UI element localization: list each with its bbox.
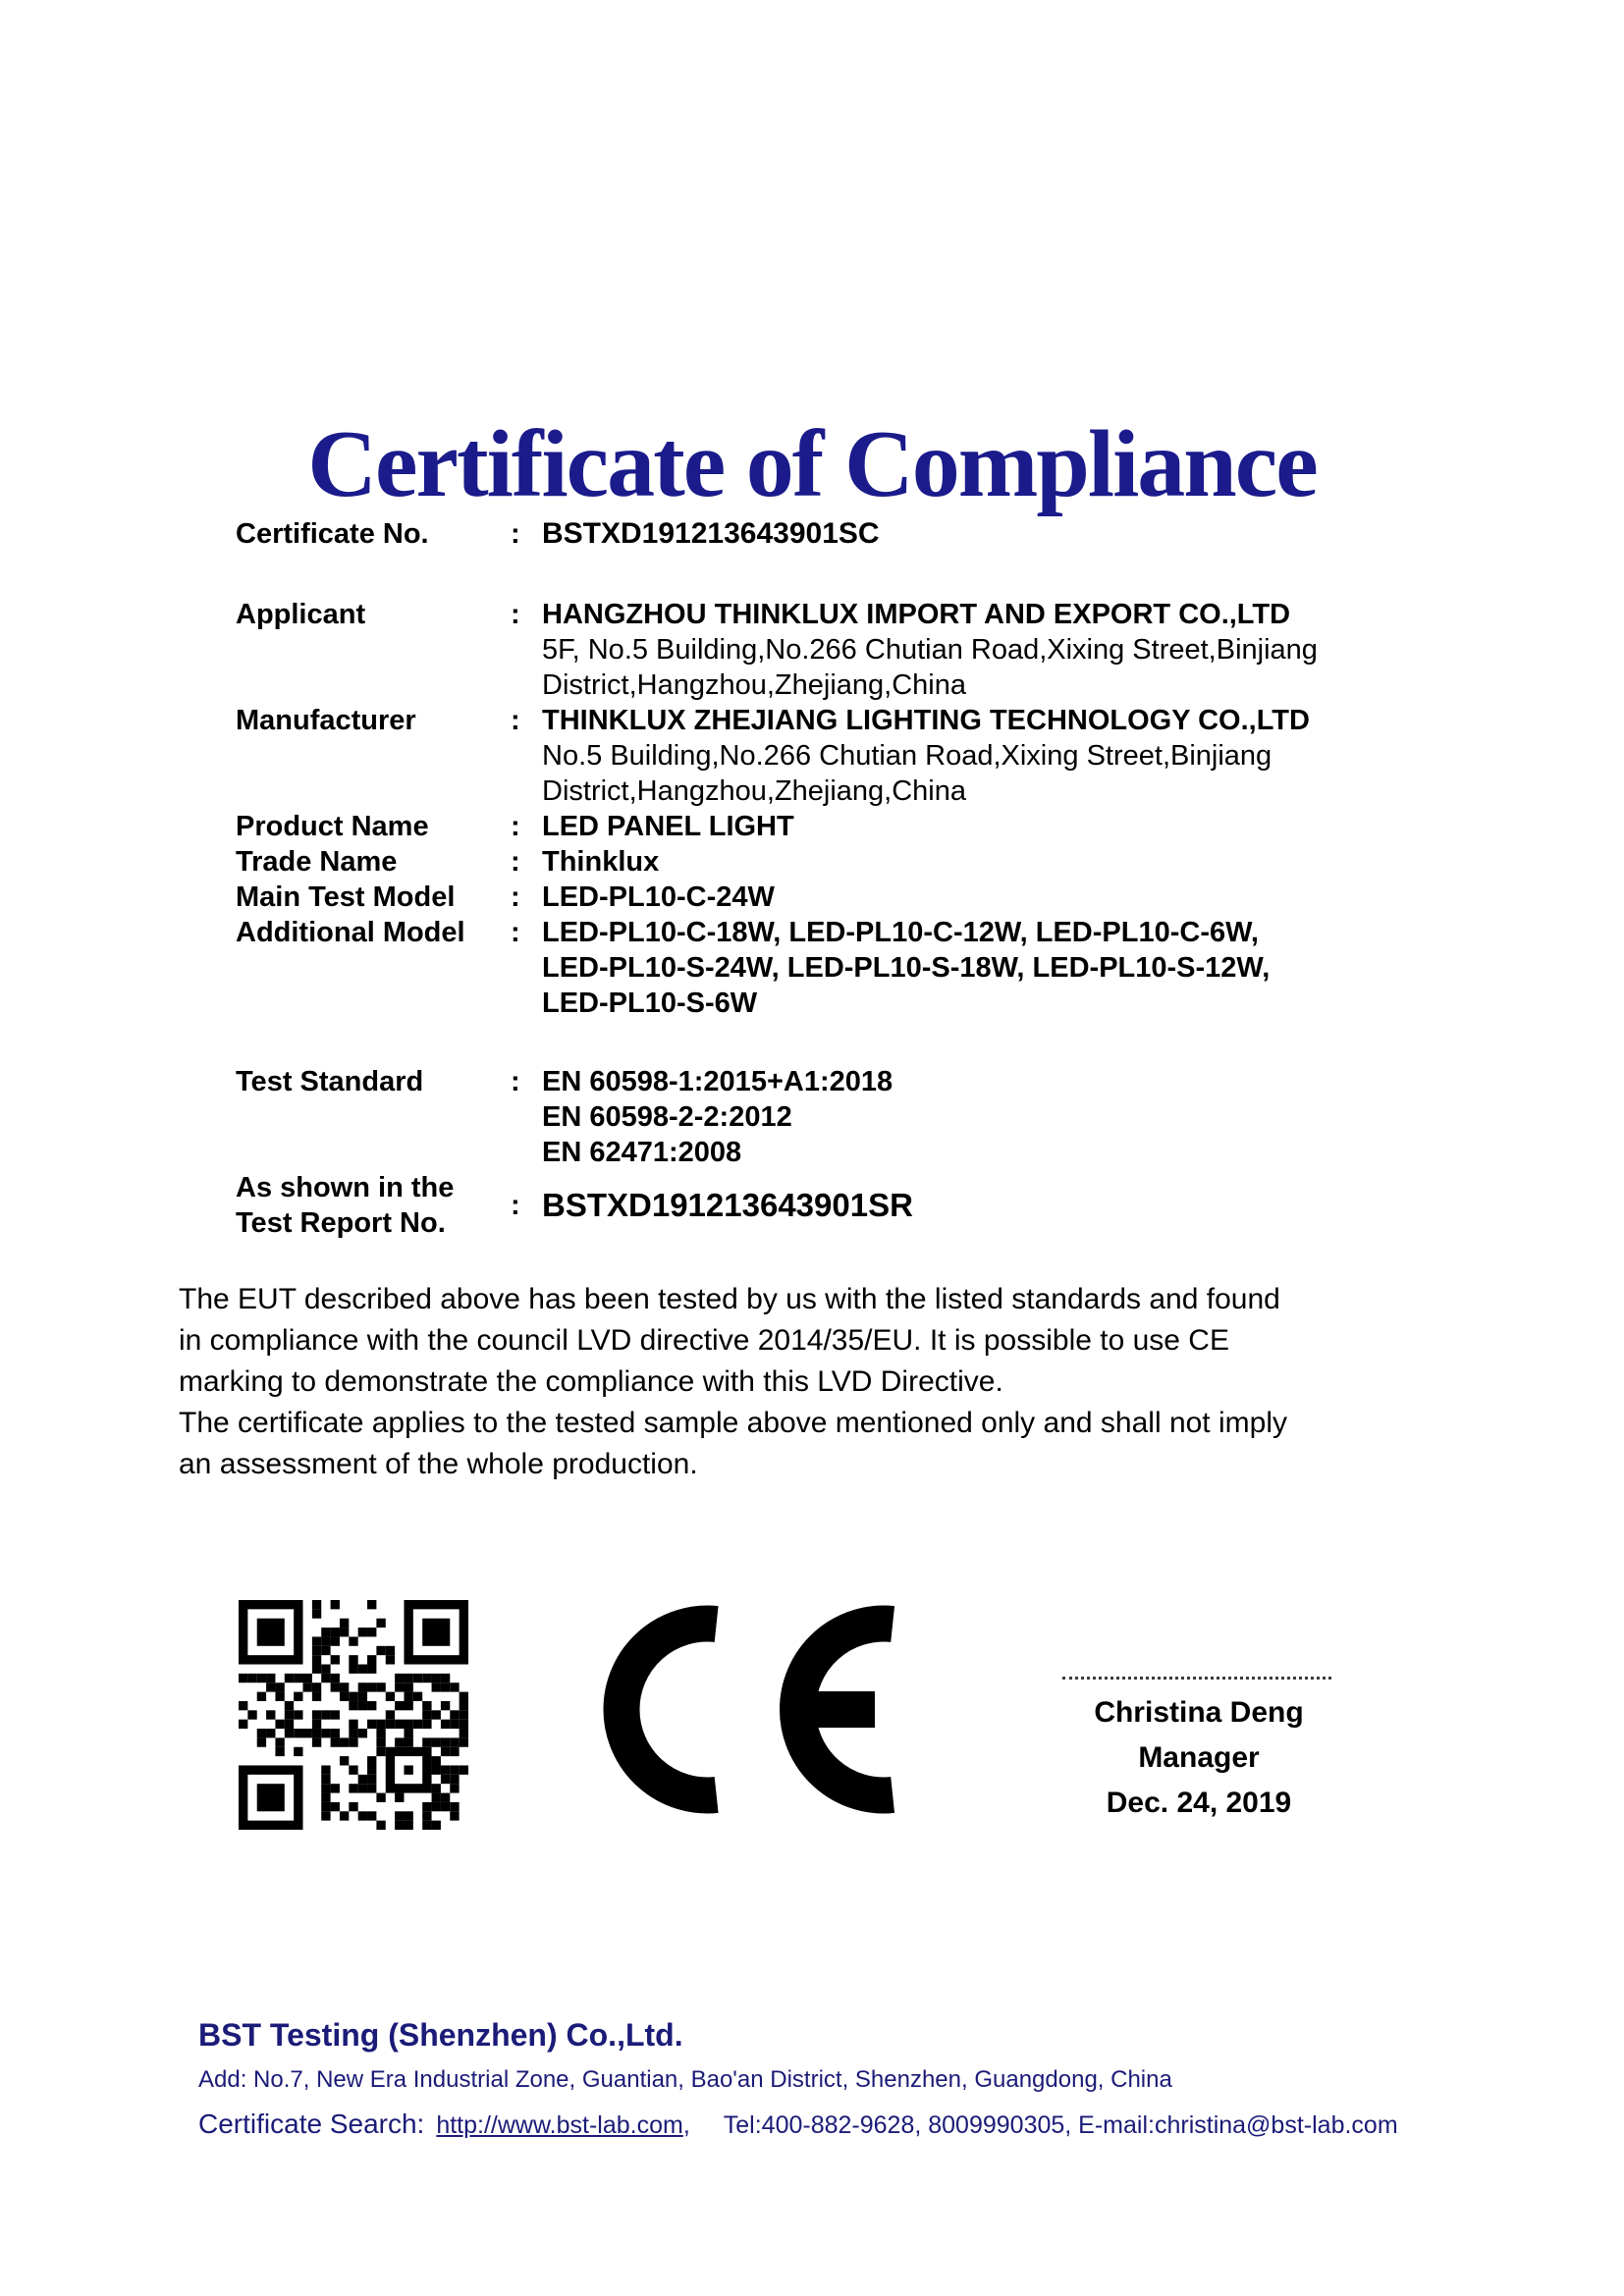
signature-block — [1028, 1690, 1370, 1826]
statement-line3: marking to demonstrate the compliance with this LVD Directive. — [179, 1365, 1003, 1398]
signature-date: Dec. 24, 2019 — [1106, 1787, 1292, 1819]
product-name-label: Product Name — [236, 811, 429, 842]
footer-search-line — [198, 2109, 1475, 2140]
manufacturer-name: THINKLUX ZHEJIANG LIGHTING TECHNOLOGY CO.,LTD — [542, 705, 1310, 736]
page-title: Certificate of Compliance — [307, 410, 1317, 517]
manufacturer-label: Manufacturer — [236, 705, 416, 736]
certificate-info-table — [236, 516, 1424, 1241]
colon: : — [511, 811, 520, 842]
colon: : — [511, 881, 520, 913]
colon: : — [511, 599, 520, 630]
trade-name-value: Thinklux — [542, 846, 660, 878]
signature-line — [1062, 1661, 1331, 1680]
statement-line4: The certificate applies to the tested sample above mentioned only and shall not imply — [179, 1407, 1287, 1439]
row-additional-model — [236, 915, 1424, 1021]
colon: : — [511, 1190, 520, 1221]
statement-line5: an assessment of the whole production. — [179, 1448, 698, 1480]
test-report-label — [236, 1170, 511, 1241]
colon: : — [511, 518, 520, 550]
colon: : — [511, 1066, 520, 1097]
row-manufacturer — [236, 703, 1424, 809]
additional-model-label: Additional Model — [236, 917, 465, 948]
compliance-statement — [179, 1279, 1455, 1485]
row-trade-name — [236, 844, 1424, 880]
signatory-name: Christina Deng — [1094, 1696, 1304, 1729]
colon: : — [511, 705, 520, 736]
signatory-title: Manager — [1138, 1741, 1260, 1774]
applicant-name: HANGZHOU THINKLUX IMPORT AND EXPORT CO.,LTD — [542, 599, 1291, 630]
manufacturer-address-line1: No.5 Building,No.266 Chutian Road,Xixing Street,Binjiang — [542, 740, 1272, 772]
footer-company-name: BST Testing (Shenzhen) Co.,Ltd. — [198, 2017, 683, 2053]
row-test-standard — [236, 1064, 1424, 1170]
additional-model-line1: LED-PL10-C-18W, LED-PL10-C-12W, LED-PL10-C-6W, — [542, 917, 1259, 948]
row-applicant — [236, 597, 1424, 703]
certificate-no-label: Certificate No. — [236, 518, 429, 550]
additional-model-line3: LED-PL10-S-6W — [542, 988, 758, 1019]
statement-line2: in compliance with the council LVD directive 2014/35/EU. It is possible to use CE — [179, 1324, 1229, 1357]
certificate-no-value: BSTXD191213643901SC — [542, 517, 880, 550]
colon: : — [511, 846, 520, 878]
qr-code-icon — [239, 1600, 468, 1830]
test-standard-line2: EN 60598-2-2:2012 — [542, 1101, 792, 1133]
statement-line1: The EUT described above has been tested by us with the listed standards and found — [179, 1283, 1280, 1315]
footer-address: Add: No.7, New Era Industrial Zone, Guantian, Bao'an District, Shenzhen, Guangdong, China — [198, 2066, 1172, 2093]
certificate-search-label: Certificate Search: — [198, 2109, 425, 2139]
row-certificate-no — [236, 516, 1424, 552]
applicant-address-line2: District,Hangzhou,Zhejiang,China — [542, 669, 966, 701]
test-standard-line3: EN 62471:2008 — [542, 1137, 742, 1168]
row-test-report-no — [236, 1170, 1424, 1241]
row-product-name — [236, 809, 1424, 844]
main-test-model-value: LED-PL10-C-24W — [542, 881, 775, 913]
product-name-value: LED PANEL LIGHT — [542, 811, 794, 842]
certificate-search-link[interactable]: http://www.bst-lab.com — [436, 2111, 683, 2139]
test-standard-label: Test Standard — [236, 1066, 424, 1097]
applicant-label: Applicant — [236, 599, 366, 630]
colon: : — [511, 917, 520, 948]
manufacturer-address-line2: District,Hangzhou,Zhejiang,China — [542, 775, 966, 807]
search-separator: , — [682, 2111, 690, 2139]
footer — [198, 2016, 1475, 2140]
test-report-label-line2: Test Report No. — [236, 1207, 446, 1239]
test-report-value: BSTXD191213643901SR — [542, 1187, 913, 1223]
test-report-label-line1: As shown in the — [236, 1172, 455, 1203]
ce-mark-icon — [602, 1604, 912, 1815]
trade-name-label: Trade Name — [236, 846, 398, 878]
additional-model-line2: LED-PL10-S-24W, LED-PL10-S-18W, LED-PL10-S-12W, — [542, 952, 1271, 984]
row-main-test-model — [236, 880, 1424, 915]
main-test-model-label: Main Test Model — [236, 881, 456, 913]
applicant-address-line1: 5F, No.5 Building,No.266 Chutian Road,Xixing Street,Binjiang — [542, 634, 1318, 666]
test-standard-line1: EN 60598-1:2015+A1:2018 — [542, 1066, 893, 1097]
footer-contact: Tel:400-882-9628, 8009990305, E-mail:christina@bst-lab.com — [723, 2111, 1398, 2139]
